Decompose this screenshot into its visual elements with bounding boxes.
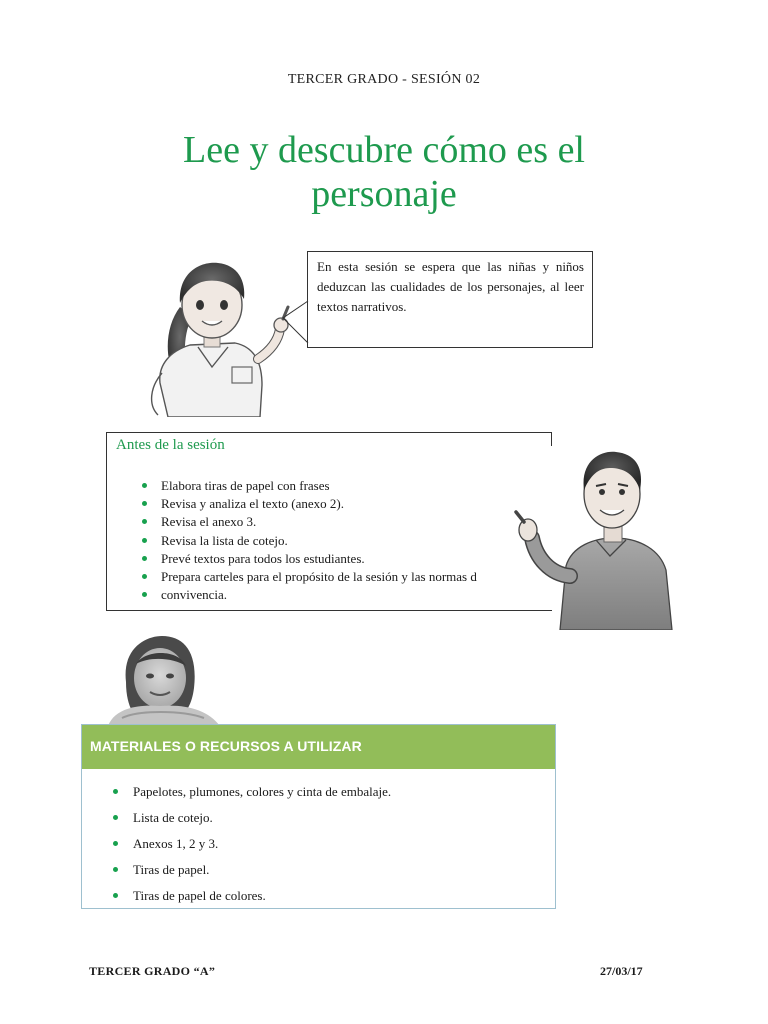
- bubble-tail: [282, 300, 309, 344]
- materiales-item: Papelotes, plumones, colores y cinta de embalaje.: [112, 779, 391, 805]
- materiales-item: Tiras de papel de colores.: [112, 883, 391, 909]
- antes-item: Revisa la lista de cotejo.: [140, 532, 520, 550]
- teacher-illustration: [510, 446, 676, 630]
- materiales-title: MATERIALES O RECURSOS A UTILIZAR: [82, 725, 555, 769]
- bubble-text: En esta sesión se espera que las niñas y niños deduzcan las cualidades de los personajes, al leer textos narrativos.: [317, 259, 584, 314]
- footer-date: 27/03/17: [600, 964, 643, 978]
- materiales-item: Tiras de papel.: [112, 857, 391, 883]
- antes-item-continuation: convivencia.: [140, 586, 520, 604]
- antes-item: Revisa el anexo 3.: [140, 513, 520, 531]
- title-line-2: personaje: [311, 173, 457, 215]
- footer-grade: TERCER GRADO “A”: [89, 964, 216, 978]
- speech-bubble: [307, 251, 593, 348]
- antes-item: Prepara carteles para el propósito de la sesión y las normas d: [140, 568, 520, 586]
- materiales-item: Anexos 1, 2 y 3.: [112, 831, 391, 857]
- girl-illustration: [140, 255, 300, 417]
- session-header: TERCER GRADO - SESIÓN 02: [287, 72, 481, 87]
- materiales-list: [112, 779, 391, 909]
- page-title: [134, 128, 634, 216]
- title-line-1: Lee y descubre cómo es el: [183, 129, 585, 171]
- antes-list: [140, 477, 520, 604]
- antes-box-edge: [551, 432, 552, 446]
- materiales-item: Lista de cotejo.: [112, 805, 391, 831]
- antes-title: Antes de la sesión: [116, 437, 225, 453]
- antes-item: Prevé textos para todos los estudiantes.: [140, 550, 520, 568]
- antes-item: Revisa y analiza el texto (anexo 2).: [140, 495, 520, 513]
- antes-item: Elabora tiras de papel con frases: [140, 477, 520, 495]
- child-photo: [108, 634, 220, 726]
